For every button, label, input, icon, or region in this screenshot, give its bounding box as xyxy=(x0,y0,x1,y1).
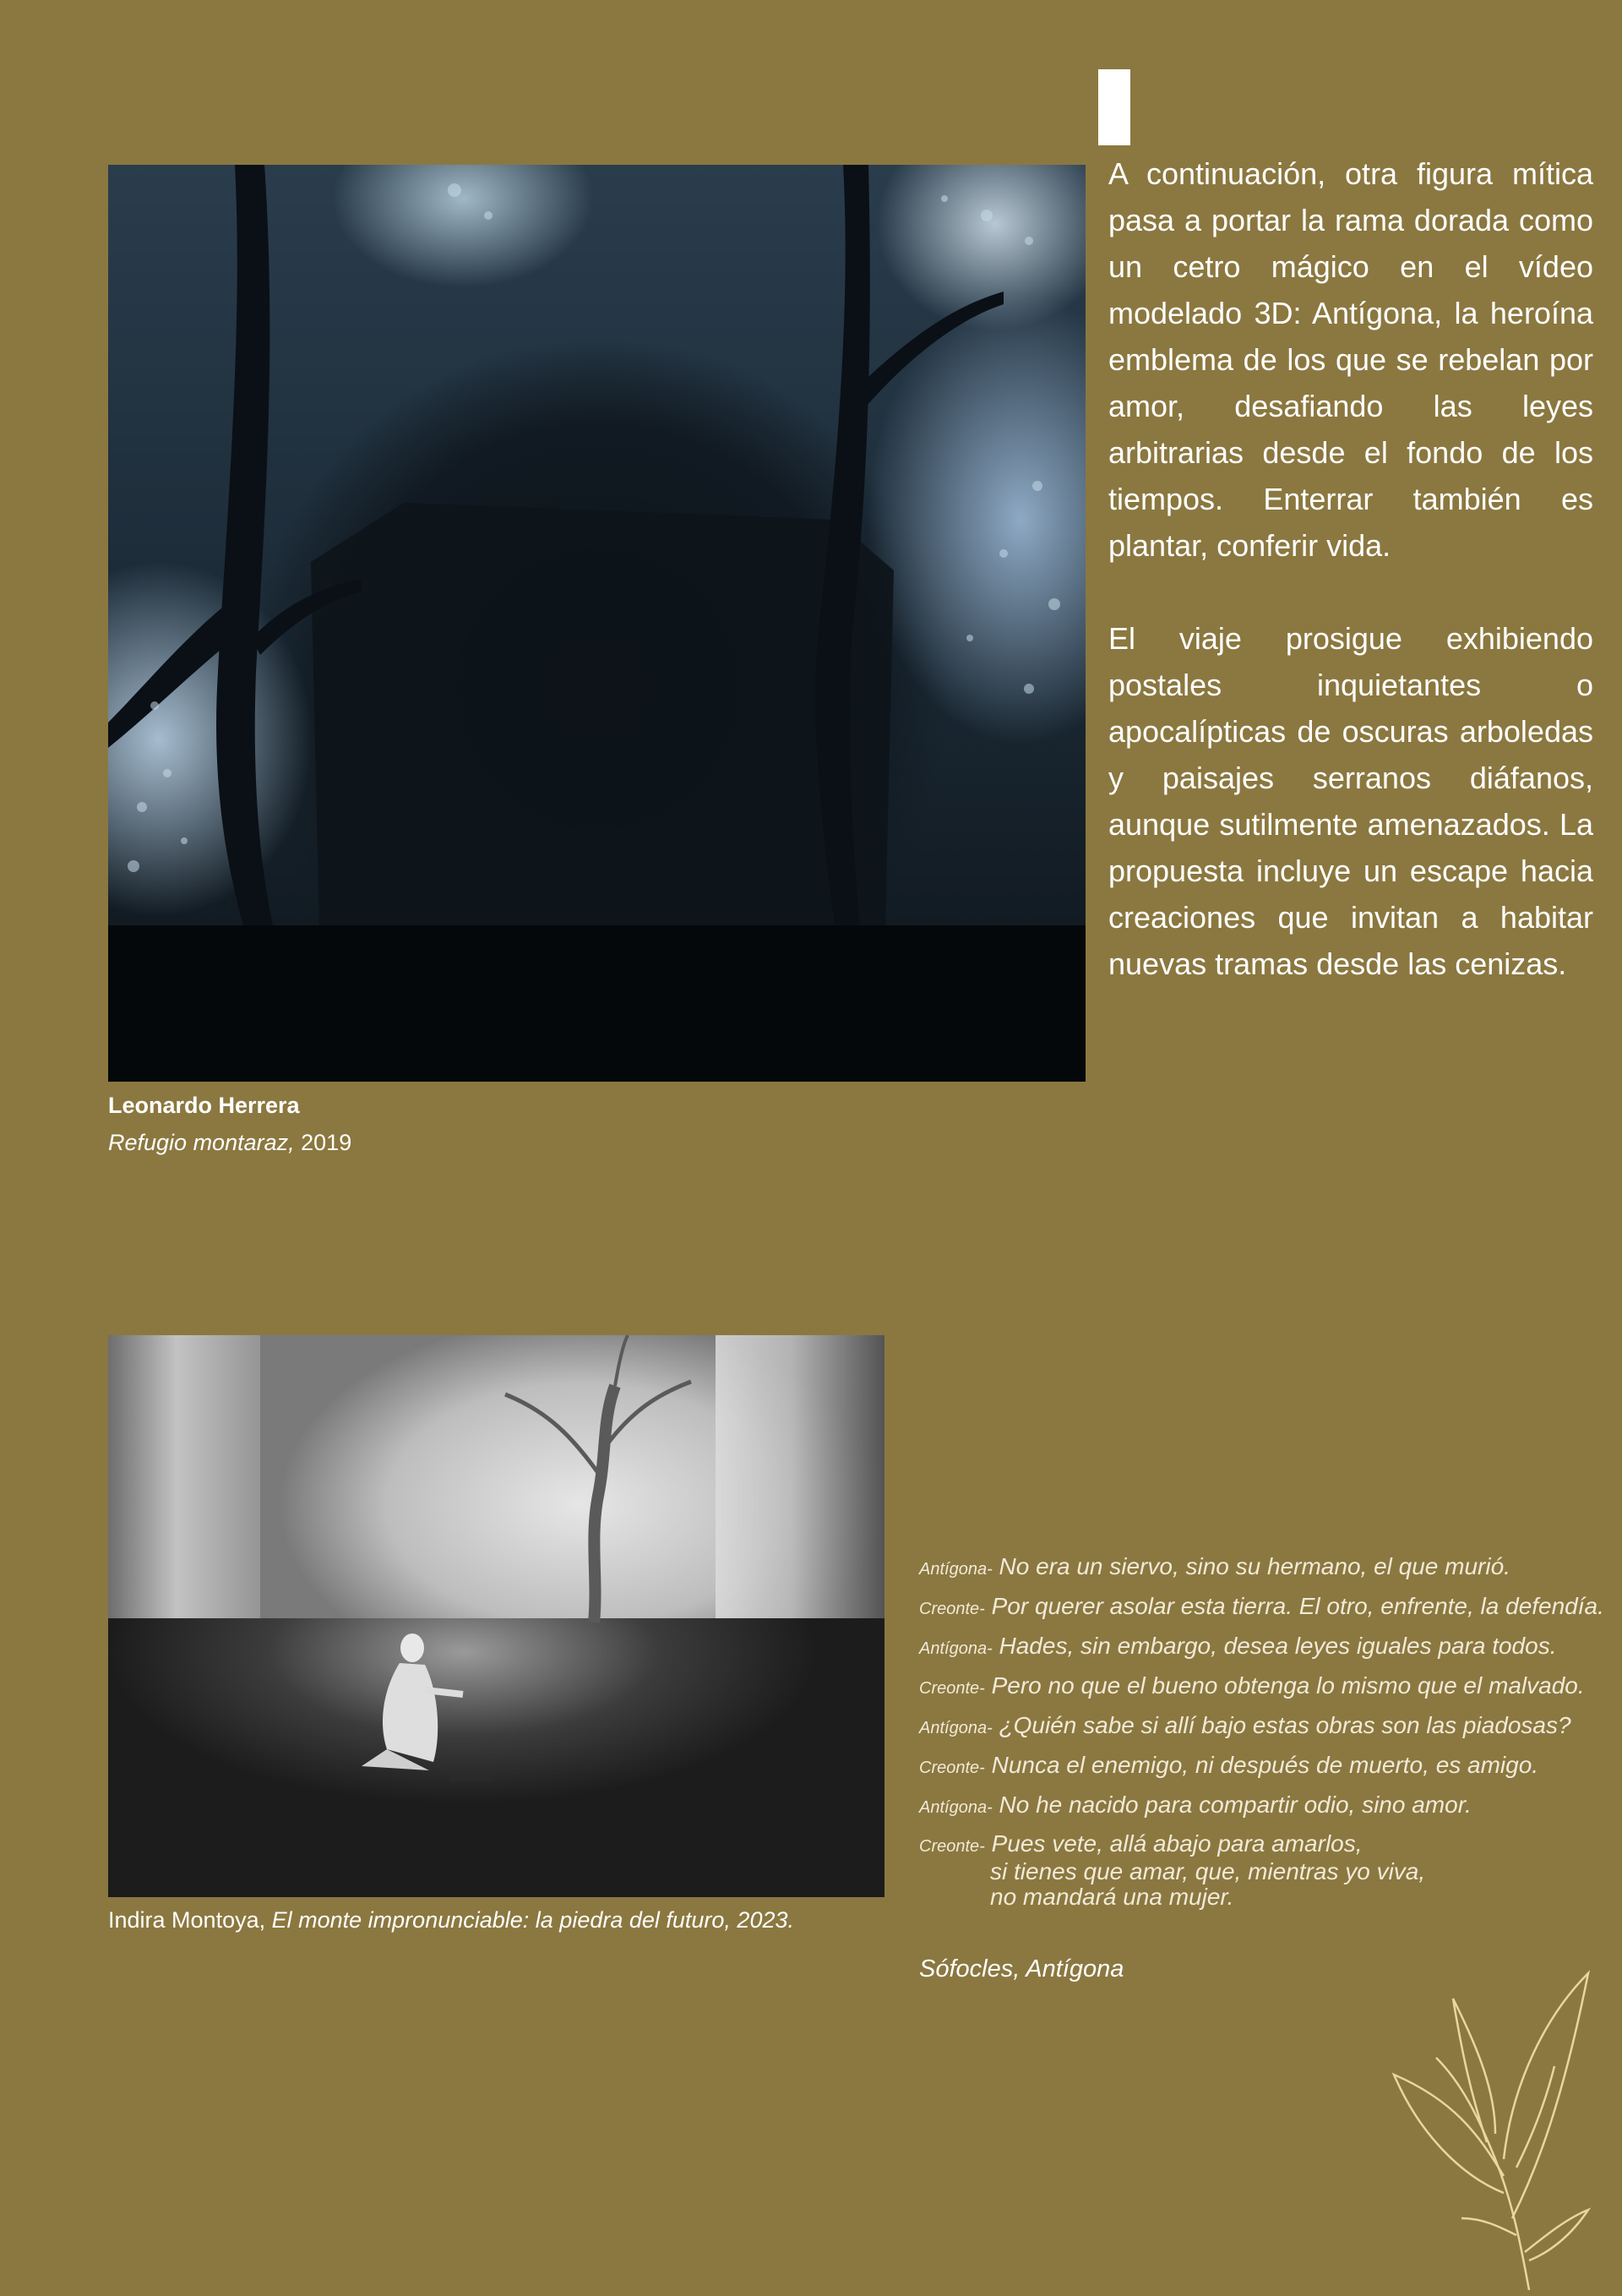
dialogue-line xyxy=(919,1667,1595,1707)
dialogue-line xyxy=(919,1747,1595,1786)
caption-top-artist: Leonardo Herrera xyxy=(108,1093,300,1118)
leaf-sprig-icon xyxy=(1385,1965,1597,2290)
antigona-dialogue xyxy=(919,1548,1604,1910)
dialogue-line xyxy=(919,1588,1604,1628)
dialogue-text-continuation: no mandará una mujer. xyxy=(990,1884,1234,1910)
dialogue-speaker: Creonte- xyxy=(919,1600,985,1618)
dialogue-text: Nunca el enemigo, ni después de muerto, es amigo. xyxy=(991,1752,1539,1778)
accent-bar xyxy=(1098,69,1130,145)
dialogue-speaker: Antígona- xyxy=(919,1639,993,1658)
dialogue-line xyxy=(919,1548,1595,1588)
dialogue-text: Por querer asolar esta tierra. El otro, enfrente, la defendía. xyxy=(991,1593,1604,1619)
dialogue-text-continuation: si tienes que amar, que, mientras yo viva, xyxy=(990,1858,1426,1884)
painting-forest-illustration xyxy=(108,165,1086,1082)
caption-top-title: Refugio montaraz, xyxy=(108,1130,295,1155)
dialogue-text: No he nacido para compartir odio, sino amor. xyxy=(999,1792,1472,1818)
dialogue-speaker: Antígona- xyxy=(919,1560,993,1579)
dialogue-line xyxy=(919,1786,1595,1826)
dialogue-speaker: Creonte- xyxy=(919,1759,985,1777)
caption-top-year: 2019 xyxy=(301,1130,352,1155)
dialogue-text: ¿Quién sabe si allí bajo estas obras son las piadosas? xyxy=(999,1712,1571,1738)
dialogue-speaker: Antígona- xyxy=(919,1798,993,1817)
dialogue-text: Pues vete, allá abajo para amarlos, xyxy=(991,1830,1363,1857)
attribution: Sófocles, Antígona xyxy=(919,1955,1124,1982)
photo-scene-illustration xyxy=(108,1335,884,1897)
paragraph-1: A continuación, otra figura mítica pasa a portar la rama dorada como un cetro mágico en el vídeo modelado 3D: Antígona, la heroína emblema de los que se rebelan por amor, desafiando las leyes arbitrarias desde el fondo de los tiempos. Enterrar también es plantar, conferir vida. xyxy=(1108,156,1593,563)
photo-el-monte-impronunciable xyxy=(108,1335,884,1897)
dialogue-line xyxy=(919,1707,1595,1747)
paragraph-2: El viaje prosigue exhibiendo postales inquietantes o apocalípticas de oscuras arboledas y paisajes serranos diáfanos, aunque sutilmente amenazados. La propuesta incluye un escape hacia creaciones que invitan a habitar nuevas tramas desde las cenizas. xyxy=(1108,621,1593,981)
dialogue-line-final xyxy=(919,1831,1595,1910)
caption-top xyxy=(108,1087,351,1161)
dialogue-line xyxy=(919,1628,1595,1667)
dialogue-speaker: Creonte- xyxy=(919,1679,985,1698)
caption-bottom-title: El monte impronunciable: la piedra del futuro, 2023. xyxy=(271,1907,795,1933)
dialogue-text: Pero no que el bueno obtenga lo mismo que el malvado. xyxy=(991,1672,1585,1699)
dialogue-speaker: Antígona- xyxy=(919,1719,993,1737)
dialogue-text: Hades, sin embargo, desea leyes iguales para todos. xyxy=(999,1633,1557,1659)
painting-refugio-montaraz xyxy=(108,165,1086,1082)
dialogue-speaker: Creonte- xyxy=(919,1837,985,1856)
caption-bottom-artist: Indira Montoya, xyxy=(108,1907,266,1933)
dialogue-text: No era un siervo, sino su hermano, el que murió. xyxy=(999,1553,1510,1579)
caption-bottom xyxy=(108,1901,794,1939)
